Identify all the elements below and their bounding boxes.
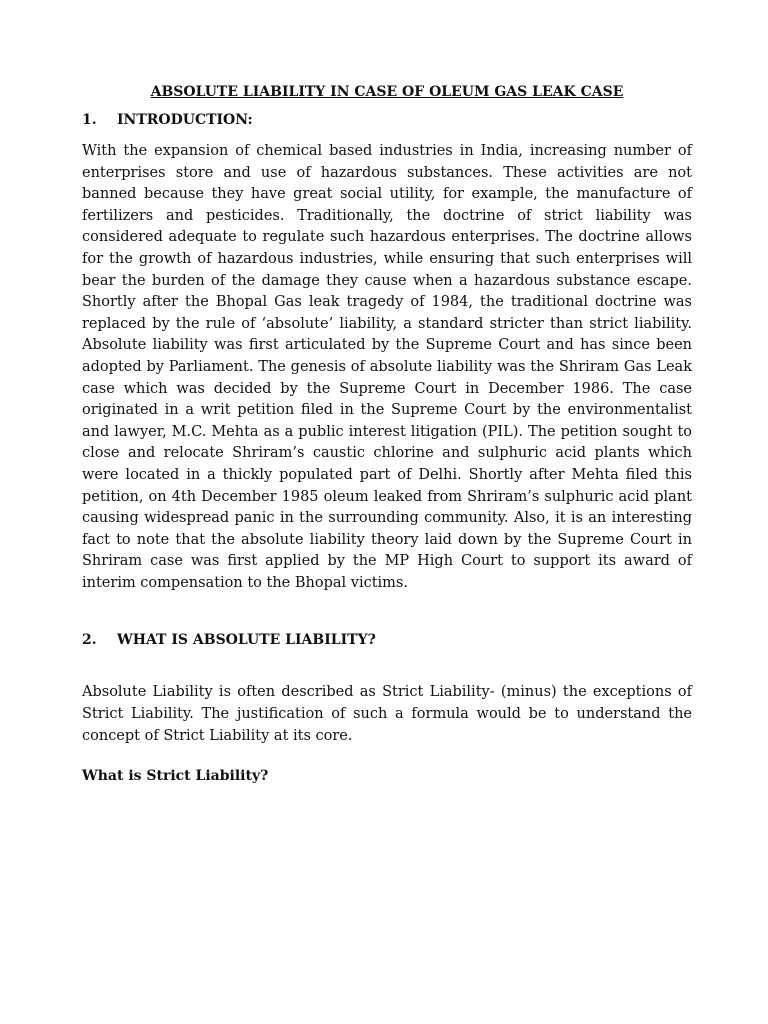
strict-liability-subheading: What is Strict Liability? xyxy=(82,768,269,785)
document-page xyxy=(82,84,692,784)
document-title: ABSOLUTE LIABILITY IN CASE OF OLEUM GAS LEAK CASE xyxy=(150,84,624,100)
section-number: 2. xyxy=(82,632,97,649)
section-heading-text: WHAT IS ABSOLUTE LIABILITY? xyxy=(117,632,376,649)
section-heading-absolute-liability xyxy=(82,632,692,648)
absolute-liability-paragraph: Absolute Liability is often described as Strict Liability- (minus) the exceptions of Strict Liability. The justification of such a formula would be to understand the concept of Strict Liability at its core. xyxy=(82,684,692,744)
section-number: 1. xyxy=(82,112,97,128)
section-heading-introduction xyxy=(82,112,692,128)
section-heading-text: INTRODUCTION: xyxy=(117,112,253,128)
introduction-paragraph: With the expansion of chemical based industries in India, increasing number of enterprises store and use of hazardous substances. These activities are not banned because they have great social utility, for example, the manufacture of fertilizers and pesticides. Traditionally, the doctrine of strict liability was considered adequate to regulate such hazardous enterprises. The doctrine allows for the growth of hazardous industries, while ensuring that such enterprises will bear the burden of the damage they cause when a hazardous substance escape. Shortly after the Bhopal Gas leak tragedy of 1984, the traditional doctrine was replaced by the rule of ‘absolute’ liability, a standard stricter than strict liability. Absolute liability was first articulated by the Supreme Court and has since been adopted by Parliament. The genesis of absolute liability was the Shriram Gas Leak case which was decided by the Supreme Court in December 1986. The case originated in a writ petition filed in the Supreme Court by the environmentalist and lawyer, M.C. Mehta as a public interest litigation (PIL). The petition sought to close and relocate Shriram’s caustic chlorine and sulphuric acid plants which were located in a thickly populated part of Delhi. Shortly after Mehta filed this petition, on 4th December 1985 oleum leaked from Shriram’s sulphuric acid plant causing widespread panic in the surrounding community. Also, it is an interesting fact to note that the absolute liability theory laid down by the Supreme Court in Shriram case was first applied by the MP High Court to support its award of interim compensation to the Bhopal victims. xyxy=(82,143,692,591)
